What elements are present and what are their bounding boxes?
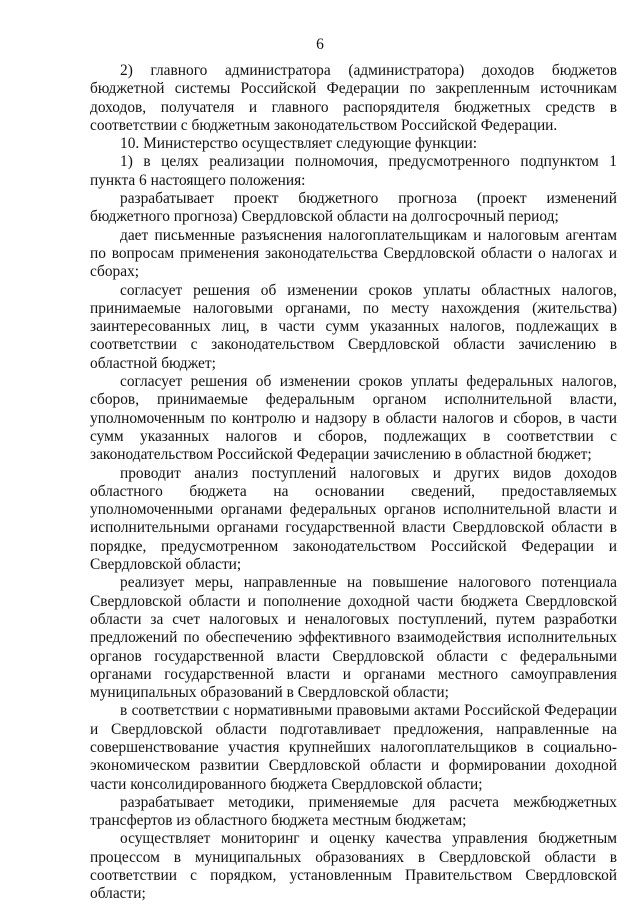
paragraph-tax-potential-measures: реализует меры, направленные на повышение налогового потенциала Свердловской области и пополнение доходной части бюджета Свердловской области за счет налоговых и неналоговых поступлений, путем разработки предложений по обеспечению эффективного взаимодействия исполнительных органов государственной власти Свердловской области с федеральными органами государственной власти и органами местного самоуправления муниципальных образований в Свердловской области; bbox=[90, 574, 617, 702]
paragraph-transfer-methods: разрабатывает методики, применяемые для расчета межбюджетных трансфертов из областного бюджета местным бюджетам; bbox=[90, 793, 617, 830]
paragraph-subitem-1: 1) в целях реализации полномочия, предусмотренного подпунктом 1 пункта 6 настоящего положения: bbox=[90, 153, 617, 189]
page-number: 6 bbox=[316, 36, 324, 53]
paragraph-revenue-analysis: проводит анализ поступлений налоговых и других видов доходов областного бюджета на основании сведений, предоставляемых уполномоченными органами федеральных органов исполнительной власти и исполнительными органами государственной власти Свердловской области в порядке, предусмотренном законодательством Российской Федерации и Свердловской области; bbox=[90, 464, 617, 574]
paragraph-item-2-revenue-administrator: 2) главного администратора (администратора) доходов бюджетов бюджетной системы Российской Федерации по закрепленным источникам доходов, получателя и главного распорядителя бюджетных средств в соответствии с бюджетным законодательством Российской Федерации. bbox=[90, 62, 617, 134]
paragraph-largest-taxpayers: в соответствии с нормативными правовыми актами Российской Федерации и Свердловской области подготавливает предложения, направленные на совершенствование участия крупнейших налогоплательщиков в социально-экономическом развитии Свердловской области и формировании доходной части консолидированного бюджета Свердловской области; bbox=[90, 702, 617, 793]
paragraph-clause-10-heading: 10. Министерство осуществляет следующие функции: bbox=[120, 135, 477, 153]
paragraph-regional-tax-deadlines: согласует решения об изменении сроков уплаты областных налогов, принимаемые налоговыми органами, по месту нахождения (жительства) заинтересованных лиц, в части сумм указанных налогов, подлежащих в соответствии с законодательством Свердловской области зачислению в областной бюджет; bbox=[90, 281, 617, 372]
paragraph-federal-tax-deadlines: согласует решения об изменении сроков уплаты федеральных налогов, сборов, принимаемые федеральным органом исполнительной власти, уполномоченным по контролю и надзору в области налогов и сборов, в части сумм указанных налогов и сборов, подлежащих в соответствии с законодательством Российской Федерации зачислению в областной бюджет; bbox=[90, 373, 617, 464]
paragraph-municipal-monitoring: осуществляет мониторинг и оценку качества управления бюджетным процессом в муниципальных образованиях в Свердловской области в соответствии с порядком, установленным Правительством Свердловской области; bbox=[90, 830, 617, 903]
document-body bbox=[90, 62, 617, 904]
paragraph-tax-explanations: дает письменные разъяснения налогоплательщикам и налоговым агентам по вопросам применения законодательства Свердловской области о налогах и сборах; bbox=[90, 226, 617, 281]
paragraph-budget-forecast: разрабатывает проект бюджетного прогноза (проект изменений бюджетного прогноза) Свердловской области на долгосрочный период; bbox=[90, 190, 617, 226]
